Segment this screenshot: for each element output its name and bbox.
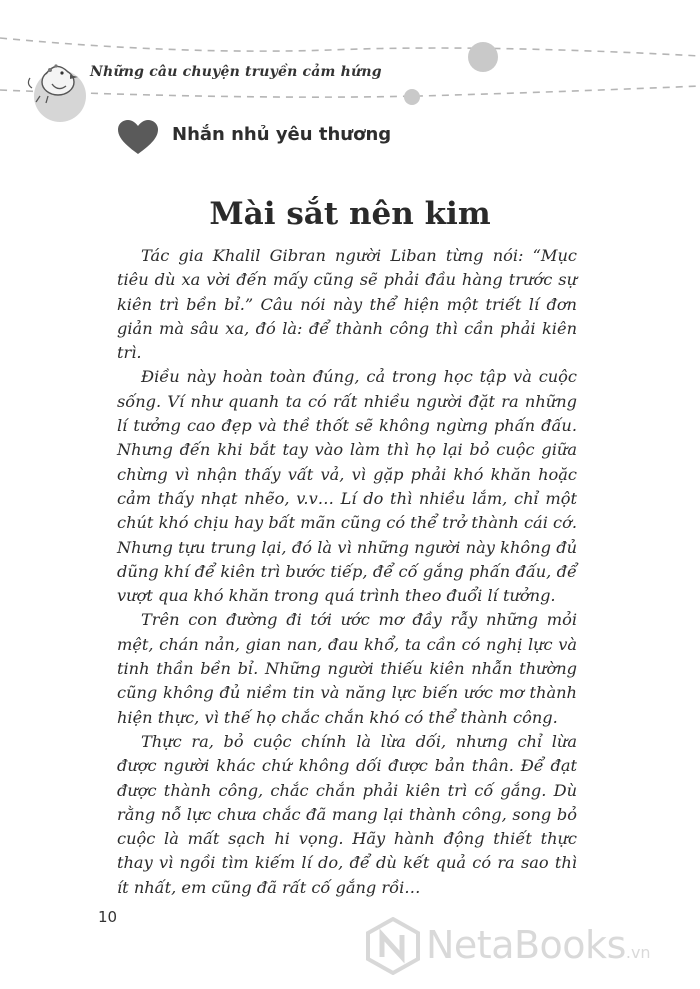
paragraph: Thực ra, bỏ cuộc chính là lừa dối, nhưng chỉ lừa được người khác chứ không dối được bản thân. Để đạt được thành công, chắc chắn phải kiên trì cố gắng. Dù rằng nỗ lực chưa chắc đã mang lại thành công, song bỏ cuộc là mất sạch hi vọng. Hãy hành động thiết thực thay vì ngồi tìm kiếm lí do, để dù kết quả có ra sao thì ít nhất, em cũng đã rất cố gắng rồi… [117,731,577,897]
article-body [117,244,577,900]
section-title: Nhắn nhủ yêu thương [172,124,392,145]
paragraph: Tác gia Khalil Gibran người Liban từng nói: “Mục tiêu dù xa vời đến mấy cũng sẽ phải đầu hàng trước sự kiên trì bền bỉ.” Câu nói này thể hiện một triết lí đơn giản mà sâu xa, đó là: để thành công thì cần phải kiên trì. [117,246,577,363]
page-number: 10 [98,908,118,926]
heart-icon [118,120,158,156]
article-title: Mài sắt nên kim [209,196,491,232]
netabooks-logo-icon [366,917,420,975]
watermark [364,915,694,979]
watermark-text: NetaBooks.vn [426,923,651,967]
paragraph: Trên con đường đi tới ước mơ đầy rẫy những mỏi mệt, chán nản, gian nan, đau khổ, ta cần có nghị lực và tinh thần bền bỉ. Những người thiếu kiên nhẫn thường cũng không đủ niềm tin và năng lực biến ước mơ thành hiện thực, vì thế họ chắc chắn khó có thể thành công. [117,610,577,727]
paragraph: Điều này hoàn toàn đúng, cả trong học tập và cuộc sống. Ví như quanh ta có rất nhiều người đặt ra những lí tưởng cao đẹp và thề thốt sẽ không ngừng phấn đấu. Nhưng đến khi bắt tay vào làm thì họ lại bỏ cuộc giữa chừng vì nhận thấy vất vả, vì gặp phải khó khăn hoặc cảm thấy nhạt nhẽo, v.v… Lí do thì nhiều lắm, chỉ một chút khó chịu hay bất mãn cũng có thể trở thành cái cớ. Nhưng tựu trung lại, đó là vì những người này không đủ dũng khí để kiên trì bước tiếp, để cố gắng phấn đấu, để vượt qua khó khăn trong quá trình theo đuổi lí tưởng. [117,367,577,606]
series-title: Những câu chuyện truyền cảm hứng [90,64,382,80]
